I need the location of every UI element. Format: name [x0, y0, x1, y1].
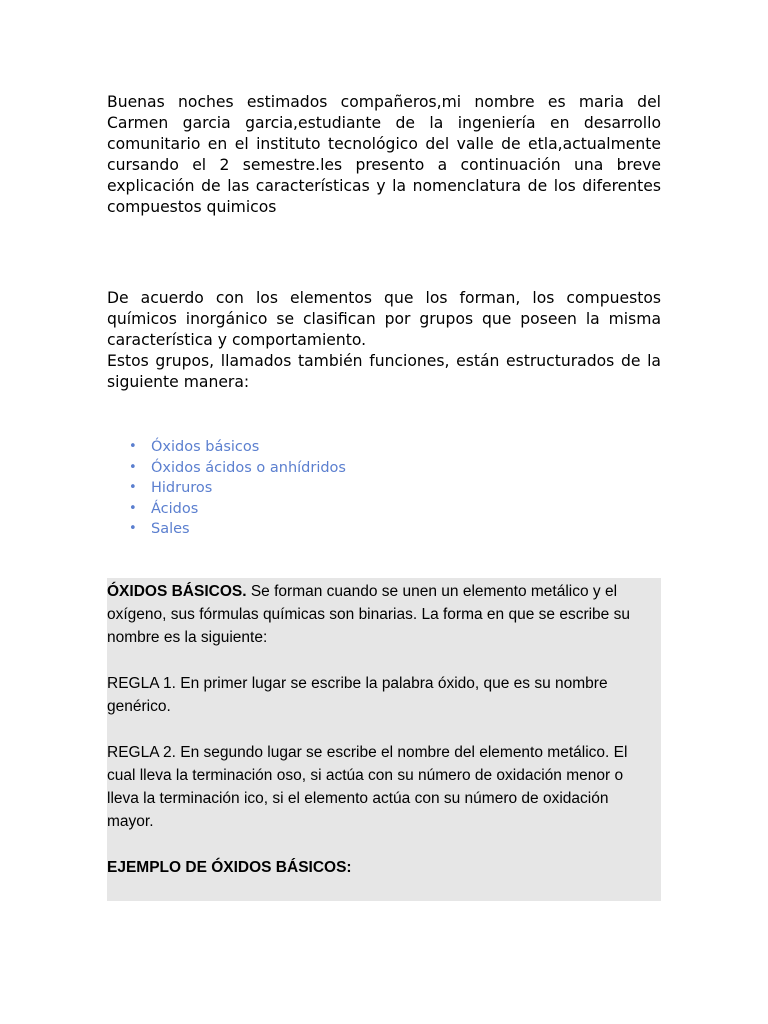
- rule-1: REGLA 1. En primer lugar se escribe la palabra óxido, que es su nombre genérico.: [107, 674, 608, 715]
- list-item-label: Ácidos: [151, 500, 199, 517]
- groups-paragraph: [107, 288, 661, 393]
- oxidos-basicos-box: [107, 578, 661, 901]
- intro-paragraph: Buenas noches estimados compañeros,mi nombre es maria del Carmen garcia garcia,estudiante de la ingeniería en desarrollo comunitario en el instituto tecnológico del valle de etla,actualmente cursando el 2 semestre.les presento a continuación una breve explicación de las características y la nomenclatura de los diferentes compuestos quimicos: [107, 93, 661, 216]
- list-item[interactable]: [129, 519, 661, 540]
- list-item-label: Sales: [151, 521, 190, 537]
- list-item-label: Hidruros: [151, 480, 213, 496]
- compound-groups-list: [107, 437, 661, 540]
- bullet-icon: •: [129, 480, 137, 495]
- box-heading-text: Se forman cuando se unen un elemento metálico y el oxígeno, sus fórmulas químicas son binarias. La forma en que se escribe su nombre es la siguiente:: [107, 582, 630, 646]
- groups-section: [107, 288, 661, 393]
- groups-text-2: Estos grupos, llamados también funciones, están estructurados de la siguiente manera:: [107, 352, 661, 391]
- list-item-label: Óxidos ácidos o anhídridos: [151, 459, 346, 476]
- bullet-icon: •: [129, 500, 137, 516]
- document-page: [107, 92, 661, 901]
- list-item[interactable]: [129, 458, 661, 479]
- example-heading: EJEMPLO DE ÓXIDOS BÁSICOS:: [107, 858, 352, 876]
- box-intro-paragraph: [107, 580, 659, 649]
- rule-2: REGLA 2. En segundo lugar se escribe el nombre del elemento metálico. El cual lleva la terminación oso, si actúa con su número de oxidación menor o lleva la terminación ico, si el elemento actúa con su número de oxidación mayor.: [107, 743, 628, 830]
- bullet-icon: •: [129, 459, 137, 475]
- list-item[interactable]: [129, 437, 661, 458]
- bullet-icon: •: [129, 439, 137, 454]
- box-heading: ÓXIDOS BÁSICOS.: [107, 582, 247, 600]
- list-item[interactable]: [129, 499, 661, 520]
- bullet-icon: •: [129, 521, 137, 536]
- list-item[interactable]: [129, 478, 661, 499]
- list-item-label: Óxidos básicos: [151, 439, 260, 455]
- groups-text-1: De acuerdo con los elementos que los forman, los compuestos químicos inorgánico se clasifican por grupos que poseen la misma característica y comportamiento.: [107, 289, 661, 349]
